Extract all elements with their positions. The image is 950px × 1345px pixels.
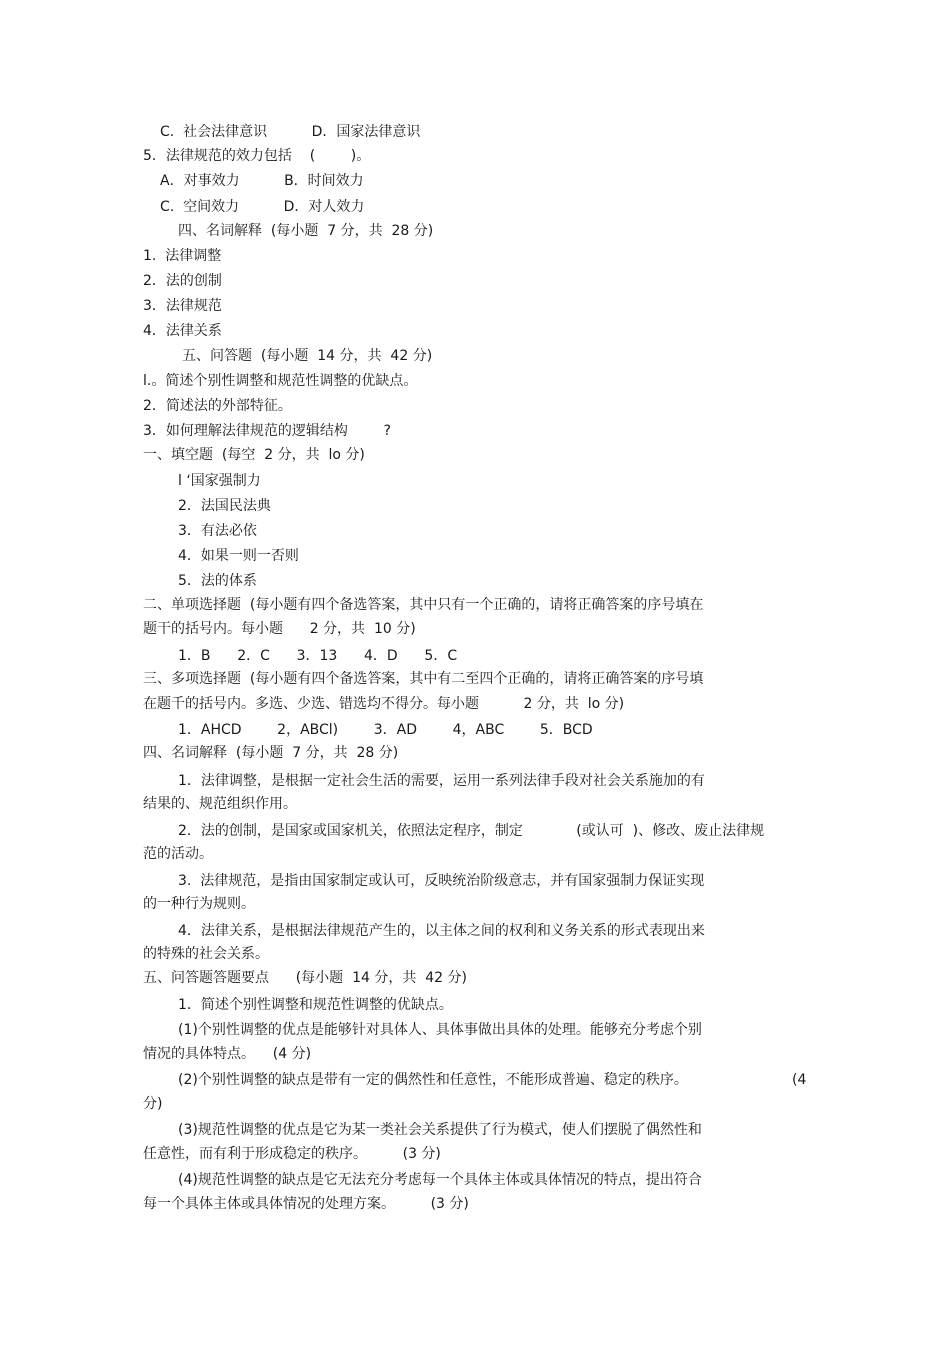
qa-answer-point-1-cont: 情况的具体特点。 (4 分)	[143, 1046, 312, 1062]
term-answer-1: 1．法律调整，是根据一定社会生活的需要，运用一系列法律手段对社会关系施加的有	[178, 773, 705, 789]
qa-answer-point-2-cont: 分)	[143, 1096, 163, 1112]
answer-heading-multi-choice-cont: 在题千的括号内。多选、少选、错选均不得分。每小题 2 分，共 lo 分)	[143, 696, 625, 712]
term-answer-3-cont: 的一种行为规则。	[143, 896, 255, 912]
term-answer-3: 3. 法律规范，是指由国家制定或认可，反映统治阶级意志，并有国家强制力保证实现	[178, 873, 705, 889]
term-item: 3．法律规范	[143, 298, 222, 314]
term-item: 2．法的创制	[143, 273, 222, 289]
term-answer-4: 4．法律关系，是根据法律规范产生的，以主体之间的权利和义务关系的形式表现出来	[178, 923, 705, 939]
question-4-options-cd: C. 社会法律意识 D．国家法律意识	[160, 124, 421, 140]
answer-item: 4．如果一则一否则	[178, 548, 299, 564]
qa-answer-point-4-cont: 每一个具体主体或具体情况的处理方案。 (3 分)	[143, 1196, 469, 1212]
answer-item: 3．有法必依	[178, 523, 257, 539]
section-heading-qa: 五、问答题 (每小题 14 分，共 42 分)	[182, 348, 433, 364]
multi-choice-answers: 1．AHCD 2，ABCl) 3．AD 4，ABC 5．BCD	[178, 722, 593, 738]
qa-answer-point-2: (2)个别性调整的缺点是带有一定的偶然性和任意性，不能形成普遍、稳定的秩序。	[178, 1072, 688, 1088]
answer-heading-multi-choice: 三、多项选择题 (每小题有四个备选答案，其中有二至四个正确的，请将正确答案的序号填	[143, 671, 704, 687]
qa-answer-title: 1．简述个别性调整和规范性调整的优缺点。	[178, 997, 453, 1013]
term-answer-1-cont: 结果的、规范组织作用。	[143, 796, 297, 812]
question-5-options-ab: A．对事效力 B．时间效力	[160, 173, 364, 189]
term-item: 4．法律关系	[143, 323, 222, 339]
answer-heading-single-choice: 二、单项选择题 (每小题有四个备选答案，其中只有一个正确的，请将正确答案的序号填在	[143, 597, 704, 613]
term-answer-2: 2．法的创制，是国家或国家机关，依照法定程序，制定 (或认可 )、修改、废止法律规	[178, 823, 765, 839]
qa-item: 2．简述法的外部特征。	[143, 398, 292, 414]
qa-item: 3．如何理解法律规范的逻辑结构 ?	[143, 423, 391, 439]
qa-answer-point-3-cont: 任意性，而有利于形成稳定的秩序。 (3 分)	[143, 1146, 441, 1162]
qa-answer-point-1: (1)个别性调整的优点是能够针对具体人、具体事做出具体的处理。能够充分考虑个别	[178, 1022, 702, 1038]
answer-heading-qa: 五、问答题答题要点 (每小题 14 分，共 42 分)	[143, 970, 467, 986]
single-choice-answers: 1．B 2．C 3．13 4．D 5．C	[178, 648, 458, 664]
answer-heading-single-choice-cont: 题干的括号内。每小题 2 分，共 10 分)	[143, 621, 416, 637]
answer-item: 2．法国民法典	[178, 498, 271, 514]
qa-answer-point-4: (4)规范性调整的缺点是它无法充分考虑每一个具体主体或具体情况的特点，提出符合	[178, 1172, 702, 1188]
qa-item: l.。简述个别性调整和规范性调整的优缺点。	[143, 373, 418, 389]
answer-item: l ‘国家强制力	[178, 473, 261, 489]
section-heading-terms: 四、名词解释 (每小题 7 分，共 28 分)	[178, 223, 434, 239]
answer-heading-terms: 四、名词解释 (每小题 7 分，共 28 分)	[143, 745, 399, 761]
term-answer-4-cont: 的特殊的社会关系。	[143, 946, 269, 962]
answer-heading-fill-blank: 一、填空题 (每空 2 分，共 lo 分)	[143, 447, 365, 463]
answer-item: 5．法的体系	[178, 573, 257, 589]
term-answer-2-cont: 范的活动。	[143, 846, 213, 862]
qa-answer-point-3: (3)规范性调整的优点是它为某一类社会关系提供了行为模式，使人们摆脱了偶然性和	[178, 1122, 702, 1138]
term-item: 1. 法律调整	[143, 248, 222, 264]
question-5: 5．法律规范的效力包括 ( )。	[143, 148, 371, 164]
question-5-options-cd: C. 空间效力 D．对人效力	[160, 199, 365, 215]
qa-answer-point-2-score: (4	[792, 1072, 807, 1088]
